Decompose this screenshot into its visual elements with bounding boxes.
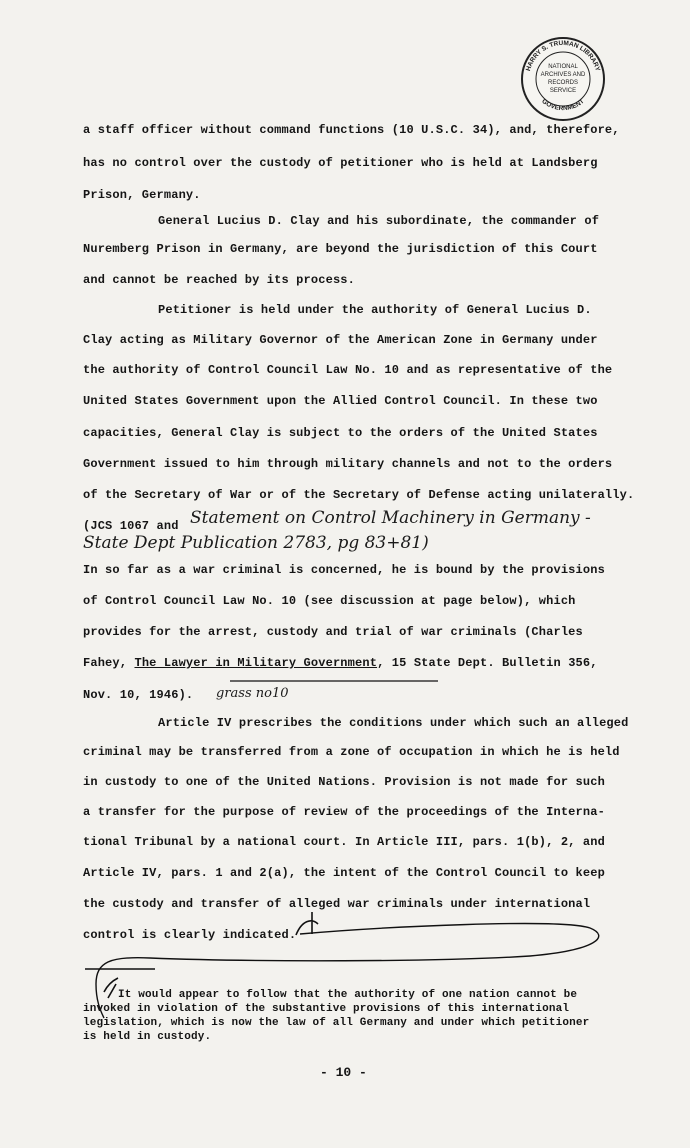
body-line: and cannot be reached by its process. (83, 273, 355, 287)
handwritten-insert: Statement on Control Machinery in Germany - (190, 508, 591, 528)
body-line: Government issued to him through military channels and not to the orders (83, 457, 613, 471)
body-line: Nov. 10, 1946). (83, 688, 194, 702)
citation-author: Fahey, (83, 656, 128, 670)
footnote-line: invoked in violation of the substantive provisions of this international (83, 1003, 570, 1015)
page-number: - 10 - (320, 1065, 367, 1080)
body-line: the custody and transfer of alleged war criminals under international (83, 897, 591, 911)
body-line: General Lucius D. Clay and his subordinate, the commander of (158, 214, 600, 228)
stamp-center-line: NATIONAL (548, 64, 578, 70)
footnote-line: It would appear to follow that the authority of one nation cannot be (118, 989, 578, 1001)
body-line: Clay acting as Military Governor of the American Zone in Germany under (83, 333, 598, 347)
body-line: control is clearly indicated. (83, 928, 297, 942)
body-line: a transfer for the purpose of review of the proceedings of the Interna- (83, 805, 605, 819)
body-line: In so far as a war criminal is concerned, he is bound by the provisions (83, 563, 605, 577)
body-line: Nuremberg Prison in Germany, are beyond the jurisdiction of this Court (83, 242, 598, 256)
insertion-mark (296, 912, 318, 935)
handwritten-insert: State Dept Publication 2783, pg 83+81) (83, 533, 429, 553)
stamp-arc-bottom: GOVERNMENT (540, 97, 586, 113)
body-line: (JCS 1067 and (83, 519, 179, 533)
body-line: a staff officer without command functions (10 U.S.C. 34), and, therefore, (83, 123, 620, 137)
body-line: in custody to one of the United Nations. Provision is not made for such (83, 775, 605, 789)
body-line: Prison, Germany. (83, 188, 201, 202)
citation-source: , 15 State Dept. Bulletin 356, (377, 656, 598, 670)
body-line: of the Secretary of War or of the Secretary of Defense acting unilaterally. (83, 488, 635, 502)
body-line: tional Tribunal by a national court. In Article III, pars. 1(b), 2, and (83, 835, 605, 849)
body-line: Petitioner is held under the authority of General Lucius D. (158, 303, 592, 317)
handwritten-margin-note: grass no10 (216, 686, 289, 701)
stamp-center-line: ARCHIVES AND (540, 72, 586, 78)
stamp-center-line: SERVICE (549, 88, 577, 94)
footnote-line: is held in custody. (83, 1031, 212, 1043)
footnote-line: legislation, which is now the law of all Germany and under which petitioner (83, 1017, 590, 1029)
stamp-arc-top: HARRY S. TRUMAN LIBRARY (524, 39, 602, 72)
body-line: United States Government upon the Allied Control Council. In these two (83, 394, 598, 408)
stamp-center-line: RECORDS (547, 80, 579, 86)
body-line: the authority of Control Council Law No. 10 and as representative of the (83, 363, 613, 377)
footnote-check-mark (104, 978, 118, 998)
body-line: Article IV, pars. 1 and 2(a), the intent of the Control Council to keep (83, 866, 605, 880)
body-line: provides for the arrest, custody and trial of war criminals (Charles (83, 625, 583, 639)
body-line: criminal may be transferred from a zone of occupation in which he is held (83, 745, 620, 759)
body-line: of Control Council Law No. 10 (see discussion at page below), which (83, 594, 576, 608)
body-line: capacities, General Clay is subject to the orders of the United States (83, 426, 598, 440)
citation-title: The Lawyer in Military Government (134, 656, 378, 670)
body-line: has no control over the custody of petitioner who is held at Landsberg (83, 156, 598, 170)
body-line: Article IV prescribes the conditions under which such an alleged (158, 716, 629, 730)
